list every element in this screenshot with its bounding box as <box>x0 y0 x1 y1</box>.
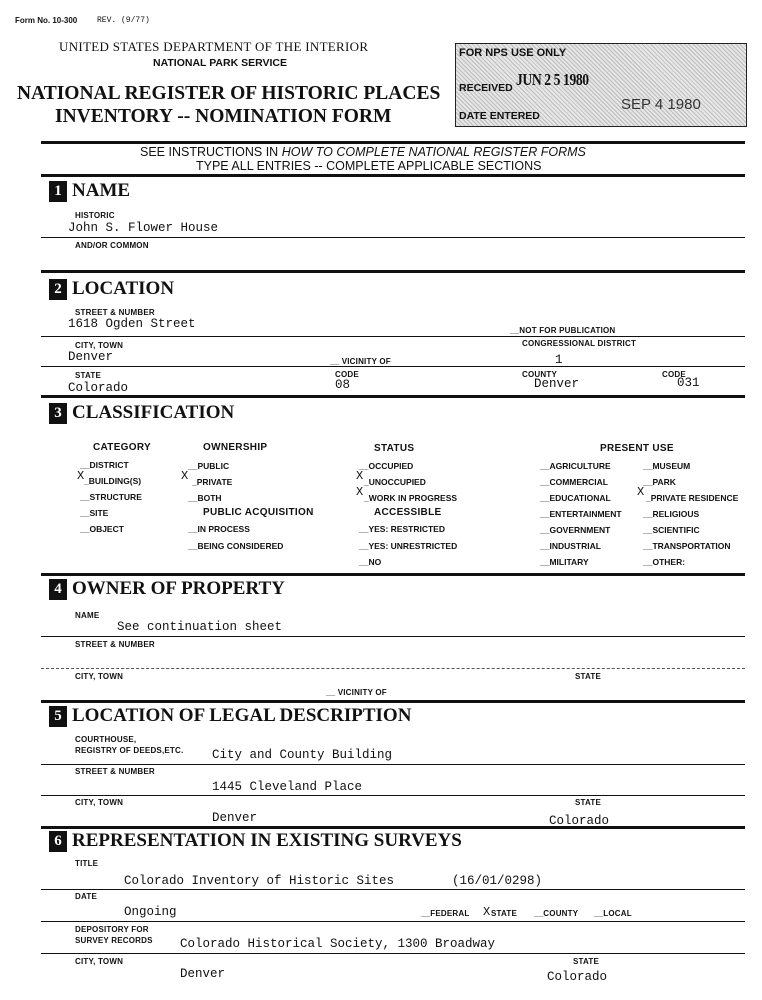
ownership-heading: OWNERSHIP <box>203 442 268 453</box>
section-rule <box>41 573 745 576</box>
checkmark: X <box>356 469 364 483</box>
section-1-title: NAME <box>72 180 131 201</box>
survey-state: STATE <box>491 909 518 918</box>
county-code-label: CODE <box>662 370 686 379</box>
use-transportation: __TRANSPORTATION <box>643 541 731 551</box>
owner-street-label: STREET & NUMBER <box>75 640 155 649</box>
option-both: __BOTH <box>188 493 222 503</box>
instructions-text: SEE INSTRUCTIONS IN <box>140 145 282 159</box>
option-yes-unrestricted: __YES: UNRESTRICTED <box>359 541 458 551</box>
checkmark: X <box>356 485 364 499</box>
instructions-italic: HOW TO COMPLETE NATIONAL REGISTER FORMS <box>281 145 586 159</box>
form-title-line2: INVENTORY -- NOMINATION FORM <box>55 106 392 127</box>
section-3-title: CLASSIFICATION <box>72 402 235 423</box>
option-no: __NO <box>359 557 382 567</box>
registry-label: REGISTRY OF DEEDS,ETC. <box>75 746 184 755</box>
rule <box>41 636 745 637</box>
registry-value: City and County Building <box>212 748 393 762</box>
use-industrial: __INDUSTRIAL <box>540 541 601 551</box>
accessible-heading: ACCESSIBLE <box>374 507 442 518</box>
congressional-district-label: CONGRESSIONAL DISTRICT <box>522 339 637 348</box>
checkmark: X <box>483 905 491 919</box>
option-public: __PUBLIC <box>188 461 230 471</box>
section-3-number: 3 <box>49 403 67 424</box>
instructions-line2: TYPE ALL ENTRIES -- COMPLETE APPLICABLE SECTIONS <box>196 159 542 173</box>
section-rule <box>41 826 745 829</box>
use-religious: __RELIGIOUS <box>643 509 700 519</box>
use-agriculture: __AGRICULTURE <box>540 461 611 471</box>
option-being-considered: __BEING CONSIDERED <box>188 541 284 551</box>
form-title-line1: NATIONAL REGISTER OF HISTORIC PLACES <box>17 83 441 104</box>
county-value: Denver <box>534 377 580 391</box>
use-government: __GOVERNMENT <box>540 525 611 535</box>
legal-state-label: STATE <box>575 798 602 807</box>
form-number: Form No. 10-300 <box>15 16 78 25</box>
depository-label-1: DEPOSITORY FOR <box>75 925 149 934</box>
option-work-in-progress: _WORK IN PROGRESS <box>364 493 458 503</box>
nps-label: FOR NPS USE ONLY <box>459 47 567 59</box>
option-object: __OBJECT <box>80 524 124 534</box>
rule <box>41 764 745 765</box>
owner-vicinity-label: __ VICINITY OF <box>326 688 387 697</box>
historic-label: HISTORIC <box>75 211 115 220</box>
status-heading: STATUS <box>374 443 415 454</box>
legal-street-label: STREET & NUMBER <box>75 767 155 776</box>
header-rule <box>41 141 745 144</box>
survey-federal: __FEDERAL <box>421 909 470 918</box>
legal-city-label: CITY, TOWN <box>75 798 124 807</box>
section-5-number: 5 <box>49 706 67 727</box>
section-rule <box>41 700 745 703</box>
received-label: RECEIVED <box>459 82 513 94</box>
section-2-number: 2 <box>49 279 67 300</box>
survey-title-label: TITLE <box>75 859 99 868</box>
survey-city-label: CITY, TOWN <box>75 957 124 966</box>
street-label: STREET & NUMBER <box>75 308 155 317</box>
rule <box>41 795 745 796</box>
rule <box>41 366 745 367</box>
option-building: _BUILDING(S) <box>84 476 142 486</box>
section-rule <box>41 270 745 273</box>
survey-date-value: Ongoing <box>124 905 177 919</box>
date-entered-stamp: SEP 4 1980 <box>621 96 701 113</box>
state-value: Colorado <box>68 381 129 395</box>
option-district: __DISTRICT <box>80 460 129 470</box>
section-rule <box>41 395 745 398</box>
survey-city-value: Denver <box>180 967 226 981</box>
use-entertainment: __ENTERTAINMENT <box>540 509 622 519</box>
section-6-title: REPRESENTATION IN EXISTING SURVEYS <box>72 830 462 851</box>
survey-county: __COUNTY <box>534 909 579 918</box>
survey-date-label: DATE <box>75 892 97 901</box>
county-label: COUNTY <box>522 370 557 379</box>
survey-title-value: Colorado Inventory of Historic Sites <box>124 874 395 888</box>
option-occupied: __OCCUPIED <box>359 461 414 471</box>
survey-local: __LOCAL <box>594 909 632 918</box>
owner-state-label: STATE <box>575 672 602 681</box>
rule <box>41 336 745 337</box>
section-2-title: LOCATION <box>72 278 175 299</box>
common-label: AND/OR COMMON <box>75 241 149 250</box>
courthouse-label: COURTHOUSE, <box>75 735 137 744</box>
depository-label-2: SURVEY RECORDS <box>75 936 153 945</box>
rule <box>41 953 745 954</box>
present-use-heading: PRESENT USE <box>600 443 674 454</box>
rule <box>41 921 745 922</box>
street-value: 1618 Ogden Street <box>68 317 196 331</box>
use-military: __MILITARY <box>540 557 589 567</box>
public-acquisition-heading: PUBLIC ACQUISITION <box>203 507 314 518</box>
legal-city-value: Denver <box>212 811 258 825</box>
city-value: Denver <box>68 350 114 364</box>
rule <box>41 668 745 669</box>
date-entered-label: DATE ENTERED <box>459 110 540 122</box>
county-code-value: 031 <box>677 376 700 390</box>
use-museum: __MUSEUM <box>643 461 691 471</box>
use-commercial: __COMMERCIAL <box>540 477 609 487</box>
owner-city-label: CITY, TOWN <box>75 672 124 681</box>
rule <box>41 237 745 238</box>
section-4-number: 4 <box>49 579 67 600</box>
city-label: CITY, TOWN <box>75 341 124 350</box>
state-code-label: CODE <box>335 370 359 379</box>
historic-value: John S. Flower House <box>68 221 219 235</box>
state-code-value: 08 <box>335 378 351 392</box>
agency-name: UNITED STATES DEPARTMENT OF THE INTERIOR <box>59 39 369 54</box>
option-yes-restricted: __YES: RESTRICTED <box>359 524 445 534</box>
form-revision: REV. (9/77) <box>97 16 150 25</box>
category-heading: CATEGORY <box>93 442 151 453</box>
depository-value: Colorado Historical Society, 1300 Broadway <box>180 937 496 951</box>
checkmark: X <box>77 469 85 483</box>
use-scientific: __SCIENTIFIC <box>643 525 700 535</box>
use-park: __PARK <box>643 477 676 487</box>
use-other: __OTHER: <box>643 557 686 567</box>
instructions-rule <box>41 174 745 177</box>
section-5-title: LOCATION OF LEGAL DESCRIPTION <box>72 705 412 726</box>
checkmark: X <box>181 469 189 483</box>
rule <box>41 889 745 890</box>
option-private: _PRIVATE <box>192 477 233 487</box>
use-private-residence: _PRIVATE RESIDENCE <box>646 493 739 503</box>
vicinity-label: __ VICINITY OF <box>330 357 391 366</box>
nps-use-only-box <box>455 43 747 127</box>
state-label: STATE <box>75 371 102 380</box>
section-4-title: OWNER OF PROPERTY <box>72 578 285 599</box>
option-in-process: __IN PROCESS <box>188 524 250 534</box>
received-stamp: JUN 2 5 1980 <box>516 70 589 89</box>
survey-state-label: STATE <box>573 957 600 966</box>
option-site: __SITE <box>80 508 109 518</box>
section-6-number: 6 <box>49 831 67 852</box>
legal-state-value: Colorado <box>549 814 610 828</box>
survey-state-value: Colorado <box>547 970 608 984</box>
owner-name-label: NAME <box>75 611 100 620</box>
survey-title-code: (16/01/0298) <box>452 874 543 888</box>
option-structure: __STRUCTURE <box>80 492 142 502</box>
legal-street-value: 1445 Cleveland Place <box>212 780 363 794</box>
section-1-number: 1 <box>49 181 67 202</box>
option-unoccupied: _UNOCCUPIED <box>364 477 426 487</box>
instructions-line1 <box>140 145 586 159</box>
checkmark: X <box>637 485 645 499</box>
congressional-district-value: 1 <box>555 353 563 367</box>
owner-name-value: See continuation sheet <box>117 620 283 634</box>
not-for-publication: __NOT FOR PUBLICATION <box>510 326 616 335</box>
use-educational: __EDUCATIONAL <box>540 493 611 503</box>
service-name: NATIONAL PARK SERVICE <box>153 57 287 69</box>
